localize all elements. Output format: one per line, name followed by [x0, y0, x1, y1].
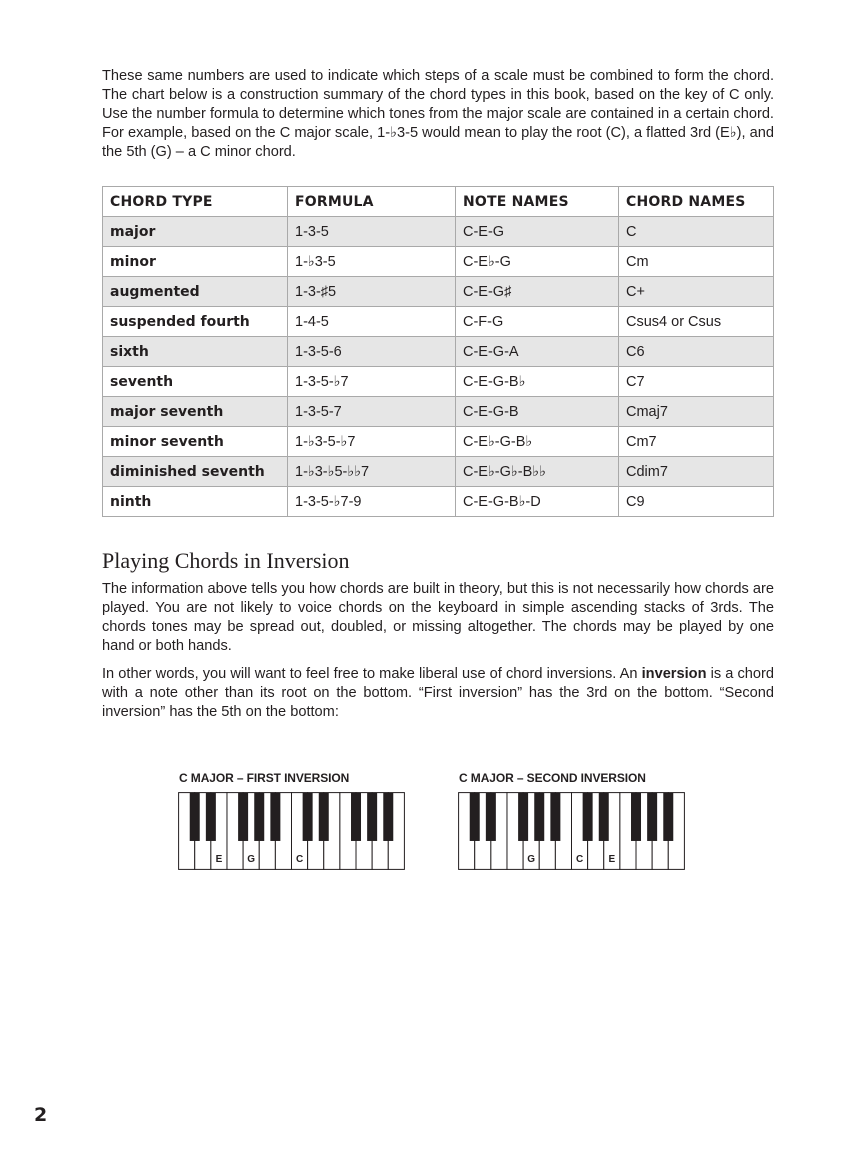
black-key: [599, 793, 609, 841]
black-key: [367, 793, 377, 841]
note-names-cell: C-E-G-B: [456, 397, 619, 427]
inversion-paragraph: [102, 665, 774, 722]
black-key: [663, 793, 673, 841]
info-paragraph: The information above tells you how chords are built in theory, but this is not necessarily how chords are played. You are not likely to voice chords on the keyboard in simple ascending stacks of 3rds. The chords tones may be spread out, doubled, or missing altogether. The chords may be played by one hand or both hands.: [102, 581, 774, 654]
note-names-cell: C-F-G: [456, 307, 619, 337]
formula-cell: 1-♭3-5: [288, 247, 456, 277]
chord-name-cell: C7: [619, 367, 774, 397]
formula-cell: 1-3-♯5: [288, 277, 456, 307]
chord-type-cell: minor seventh: [103, 427, 288, 457]
table-row: [103, 397, 774, 427]
second-inversion-keyboard: [458, 792, 685, 870]
key-note-label: E: [608, 854, 616, 865]
chord-type-cell: major: [103, 217, 288, 247]
black-key: [383, 793, 393, 841]
chord-type-cell: diminished seventh: [103, 457, 288, 487]
black-key: [534, 793, 544, 841]
chord-name-cell: C: [619, 217, 774, 247]
key-note-label: G: [247, 854, 256, 865]
table-header-row: [103, 187, 774, 217]
key-note-label: C: [295, 854, 304, 865]
table-row: [103, 457, 774, 487]
chord-type-cell: sixth: [103, 337, 288, 367]
black-key: [206, 793, 216, 841]
table-row: [103, 487, 774, 517]
note-names-cell: C-E-G: [456, 217, 619, 247]
chord-construction-table: [102, 186, 774, 517]
inversion-text-after: is a chord with a note other than its root on the bottom. “First inversion” has the 3rd on the bottom. “Second inversion” has the 5th on the bottom:: [102, 666, 774, 720]
chord-type-cell: major seventh: [103, 397, 288, 427]
black-key: [254, 793, 264, 841]
chord-name-cell: C+: [619, 277, 774, 307]
formula-cell: 1-3-5-♭7: [288, 367, 456, 397]
chord-name-cell: Cm: [619, 247, 774, 277]
inversion-term: inversion: [641, 666, 707, 682]
key-note-label: E: [215, 854, 223, 865]
black-key: [470, 793, 480, 841]
chord-name-cell: C9: [619, 487, 774, 517]
formula-cell: 1-♭3-♭5-♭♭7: [288, 457, 456, 487]
chord-type-cell: seventh: [103, 367, 288, 397]
header-note-names: NOTE NAMES: [456, 187, 619, 217]
black-key: [550, 793, 560, 841]
chord-name-cell: Cm7: [619, 427, 774, 457]
black-key: [190, 793, 200, 841]
note-names-cell: C-E♭-G♭-B♭♭: [456, 457, 619, 487]
key-note-label: G: [527, 854, 536, 865]
black-key: [647, 793, 657, 841]
black-key: [270, 793, 280, 841]
inversion-text-before: In other words, you will want to feel free to make liberal use of chord inversions. An: [102, 666, 642, 682]
note-names-cell: C-E-G-B♭-D: [456, 487, 619, 517]
chord-name-cell: Cmaj7: [619, 397, 774, 427]
table-row: [103, 337, 774, 367]
table-row: [103, 367, 774, 397]
table-row: [103, 247, 774, 277]
note-names-cell: C-E-G♯: [456, 277, 619, 307]
chord-name-cell: Csus4 or Csus: [619, 307, 774, 337]
formula-cell: 1-3-5: [288, 217, 456, 247]
header-chord-type: CHORD TYPE: [103, 187, 288, 217]
note-names-cell: C-E♭-G: [456, 247, 619, 277]
black-key: [238, 793, 248, 841]
chord-type-cell: minor: [103, 247, 288, 277]
header-formula: FORMULA: [288, 187, 456, 217]
formula-cell: 1-4-5: [288, 307, 456, 337]
note-names-cell: C-E-G-A: [456, 337, 619, 367]
table-row: [103, 427, 774, 457]
page-number: 2: [34, 1104, 48, 1126]
black-key: [631, 793, 641, 841]
key-note-label: C: [575, 854, 584, 865]
second-inversion-title: C MAJOR – SECOND INVERSION: [459, 771, 646, 785]
black-key: [351, 793, 361, 841]
section-heading: Playing Chords in Inversion: [102, 548, 350, 573]
first-inversion-keyboard: [178, 792, 405, 870]
black-key: [486, 793, 496, 841]
table-row: [103, 277, 774, 307]
first-inversion-title: C MAJOR – FIRST INVERSION: [179, 771, 350, 785]
intro-paragraph: These same numbers are used to indicate which steps of a scale must be combined to form the chord. The chart below is a construction summary of the chord types in this book, based on the key of C only. Use the number formula to determine which tones from the major scale are contained in a certain chord. For example, based on the C major scale, 1-♭3-5 would mean to play the root (C), a flatted 3rd (E♭), and the 5th (G) – a C minor chord.: [102, 68, 774, 160]
table-row: [103, 307, 774, 337]
table-row: [103, 217, 774, 247]
chord-type-cell: ninth: [103, 487, 288, 517]
note-names-cell: C-E-G-B♭: [456, 367, 619, 397]
formula-cell: 1-3-5-7: [288, 397, 456, 427]
formula-cell: 1-3-5-♭7-9: [288, 487, 456, 517]
header-chord-names: CHORD NAMES: [619, 187, 774, 217]
note-names-cell: C-E♭-G-B♭: [456, 427, 619, 457]
formula-cell: 1-3-5-6: [288, 337, 456, 367]
formula-cell: 1-♭3-5-♭7: [288, 427, 456, 457]
chord-type-cell: suspended fourth: [103, 307, 288, 337]
chord-type-cell: augmented: [103, 277, 288, 307]
chord-name-cell: C6: [619, 337, 774, 367]
black-key: [319, 793, 329, 841]
black-key: [303, 793, 313, 841]
chord-name-cell: Cdim7: [619, 457, 774, 487]
black-key: [518, 793, 528, 841]
black-key: [583, 793, 593, 841]
